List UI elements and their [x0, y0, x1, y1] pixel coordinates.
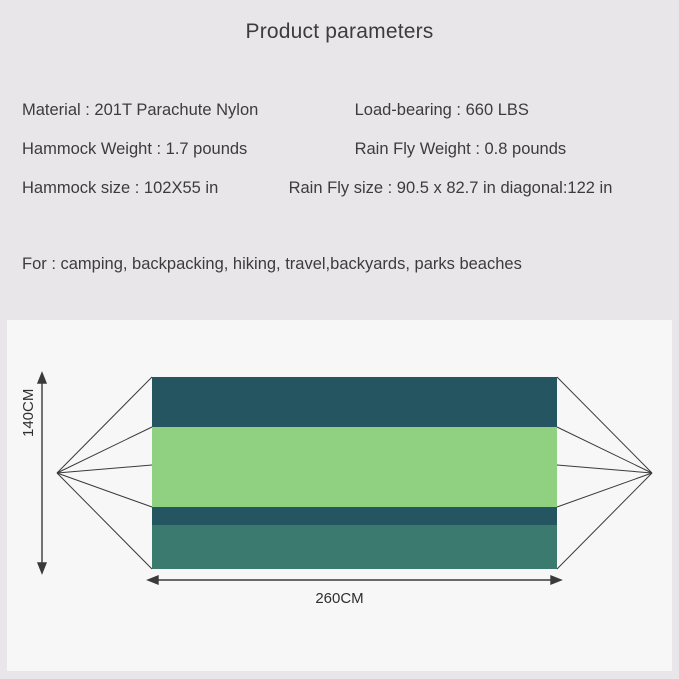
width-dimension-arrow	[148, 576, 561, 584]
diagram-section	[0, 312, 679, 679]
hammock-band-middle	[152, 427, 557, 507]
spec-usage-label: For : camping, backpacking, hiking, travel,backyards, parks beaches	[22, 255, 522, 273]
hammock-dimension-diagram	[7, 320, 672, 671]
specs-section	[0, 0, 679, 312]
spec-rain-fly-weight-label: Rain Fly Weight : 0.8 pounds	[354, 140, 567, 158]
spec-row	[22, 179, 672, 198]
hammock-band-bottom	[152, 525, 557, 569]
spec-row	[22, 140, 672, 159]
spec-hammock-weight-label: Hammock Weight : 1.7 pounds	[22, 140, 248, 158]
width-dimension-label: 260CM	[315, 590, 364, 607]
suspension-lines-left	[57, 377, 152, 569]
spec-material-label: Material : 201T Parachute Nylon	[22, 101, 259, 119]
suspension-lines-right	[557, 377, 652, 569]
height-dimension-arrow	[38, 373, 46, 573]
spec-rain-fly-size-label: Rain Fly size : 90.5 x 82.7 in diagonal:122 in	[288, 179, 613, 197]
height-dimension-label: 140CM	[20, 388, 37, 437]
spec-load-bearing-label: Load-bearing : 660 LBS	[354, 101, 529, 119]
spec-row	[22, 101, 672, 120]
diagram-card	[7, 320, 672, 671]
spec-hammock-size-label: Hammock size : 102X55 in	[22, 179, 219, 197]
hammock-band-top	[152, 377, 557, 427]
page-title: Product parameters	[245, 20, 434, 43]
hammock-band-lower-thin	[152, 507, 557, 525]
